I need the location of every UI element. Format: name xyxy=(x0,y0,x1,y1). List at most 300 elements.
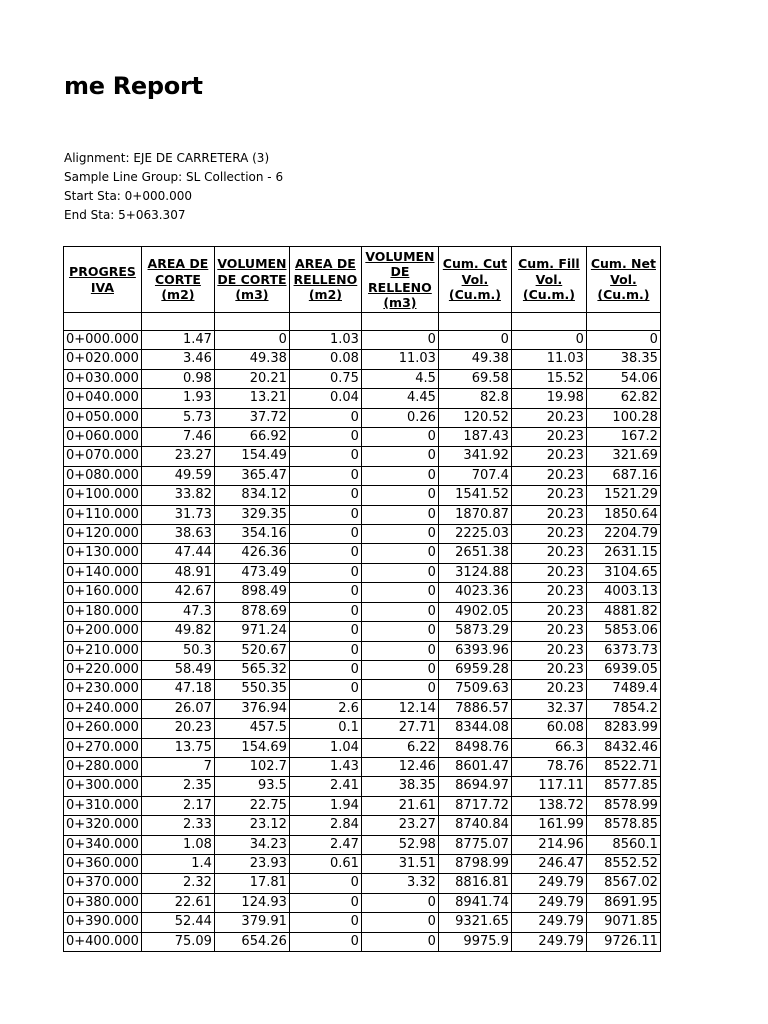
table-cell: 20.21 xyxy=(214,369,289,388)
table-cell: 0 xyxy=(289,447,361,466)
table-cell: 23.27 xyxy=(361,816,438,835)
table-cell: 0+030.000 xyxy=(64,369,142,388)
table-cell: 6.22 xyxy=(361,738,438,757)
table-cell: 0 xyxy=(214,331,289,350)
table-cell: 34.23 xyxy=(214,835,289,854)
table-cell: 0 xyxy=(361,563,438,582)
table-cell: 20.23 xyxy=(511,563,586,582)
table-cell: 3.46 xyxy=(141,350,214,369)
table-cell: 0+320.000 xyxy=(64,816,142,835)
table-cell: 12.14 xyxy=(361,699,438,718)
table-cell: 167.2 xyxy=(586,428,660,447)
table-cell: 0 xyxy=(289,932,361,951)
table-cell: 120.52 xyxy=(438,408,511,427)
table-cell: 20.23 xyxy=(511,486,586,505)
table-cell: 0+220.000 xyxy=(64,660,142,679)
table-cell: 100.28 xyxy=(586,408,660,427)
table-cell: 38.35 xyxy=(586,350,660,369)
table-cell: 565.32 xyxy=(214,660,289,679)
table-cell: 20.23 xyxy=(511,525,586,544)
table-cell: 4.45 xyxy=(361,389,438,408)
table-cell: 2651.38 xyxy=(438,544,511,563)
table-cell: 687.16 xyxy=(586,466,660,485)
table-cell: 0.1 xyxy=(289,719,361,738)
table-cell: 38.35 xyxy=(361,777,438,796)
table-row xyxy=(64,563,661,582)
table-cell: 0 xyxy=(289,583,361,602)
table-cell: 0+050.000 xyxy=(64,408,142,427)
table-cell: 8816.81 xyxy=(438,874,511,893)
table-cell: 23.93 xyxy=(214,854,289,873)
column-header-2 xyxy=(141,247,214,313)
table-cell: 20.23 xyxy=(511,622,586,641)
table-cell: 0 xyxy=(361,641,438,660)
table-cell: 0 xyxy=(586,331,660,350)
volume-table xyxy=(63,246,661,952)
column-header-line: Vol. xyxy=(461,271,489,287)
table-cell: 138.72 xyxy=(511,796,586,815)
table-cell: 78.76 xyxy=(511,757,586,776)
table-cell: 4881.82 xyxy=(586,602,660,621)
column-header-line: DE CORTE xyxy=(217,271,287,287)
table-cell: 6939.05 xyxy=(586,660,660,679)
table-row xyxy=(64,757,661,776)
table-cell: 0+310.000 xyxy=(64,796,142,815)
table-cell: 11.03 xyxy=(361,350,438,369)
table-cell: 49.38 xyxy=(438,350,511,369)
table-cell: 1541.52 xyxy=(438,486,511,505)
table-row xyxy=(64,874,661,893)
table-cell: 0+020.000 xyxy=(64,350,142,369)
table-cell: 1521.29 xyxy=(586,486,660,505)
table-cell: 0+110.000 xyxy=(64,505,142,524)
table-cell: 22.61 xyxy=(141,893,214,912)
column-header-line: IVA xyxy=(90,279,115,295)
table-cell: 8522.71 xyxy=(586,757,660,776)
table-cell: 9071.85 xyxy=(586,913,660,932)
column-header-line: AREA DE xyxy=(295,256,356,272)
column-header-line: (m3) xyxy=(383,295,417,310)
table-row xyxy=(64,389,661,408)
table-cell: 0+040.000 xyxy=(64,389,142,408)
column-header-line: Cum. Cut xyxy=(442,256,508,272)
report-title: me Report xyxy=(64,72,203,100)
table-cell: 8775.07 xyxy=(438,835,511,854)
table-cell: 6393.96 xyxy=(438,641,511,660)
table-cell: 75.09 xyxy=(141,932,214,951)
table-cell: 2.17 xyxy=(141,796,214,815)
table-cell: 20.23 xyxy=(511,466,586,485)
table-cell: 0+060.000 xyxy=(64,428,142,447)
table-cell: 0 xyxy=(289,680,361,699)
table-cell: 0+200.000 xyxy=(64,622,142,641)
table-cell: 9321.65 xyxy=(438,913,511,932)
alignment-label: Alignment: EJE DE CARRETERA (3) xyxy=(64,151,270,165)
column-header-line: CORTE xyxy=(154,271,201,287)
table-row xyxy=(64,505,661,524)
sample-line-group-label: Sample Line Group: SL Collection - 6 xyxy=(64,170,284,184)
table-cell: 0+280.000 xyxy=(64,757,142,776)
table-cell: 0.26 xyxy=(361,408,438,427)
table-cell: 878.69 xyxy=(214,602,289,621)
table-cell: 20.23 xyxy=(511,408,586,427)
table-cell: 0 xyxy=(361,544,438,563)
table-cell: 8560.1 xyxy=(586,835,660,854)
table-cell: 8694.97 xyxy=(438,777,511,796)
table-cell: 23.12 xyxy=(214,816,289,835)
table-cell: 376.94 xyxy=(214,699,289,718)
table-cell: 54.06 xyxy=(586,369,660,388)
table-row xyxy=(64,777,661,796)
table-cell: 20.23 xyxy=(141,719,214,738)
table-cell: 321.69 xyxy=(586,447,660,466)
table-cell: 0+080.000 xyxy=(64,466,142,485)
column-header-line: (Cu.m.) xyxy=(448,287,501,303)
table-cell: 0+120.000 xyxy=(64,525,142,544)
column-header-1 xyxy=(64,247,142,313)
table-cell: 9975.9 xyxy=(438,932,511,951)
table-cell: 50.3 xyxy=(141,641,214,660)
table-cell: 11.03 xyxy=(511,350,586,369)
table-cell: 354.16 xyxy=(214,525,289,544)
table-cell: 2.33 xyxy=(141,816,214,835)
table-cell: 2204.79 xyxy=(586,525,660,544)
table-row xyxy=(64,738,661,757)
table-cell: 707.4 xyxy=(438,466,511,485)
report-meta xyxy=(64,149,283,225)
table-cell: 20.23 xyxy=(511,660,586,679)
table-cell: 2631.15 xyxy=(586,544,660,563)
table-cell: 2.84 xyxy=(289,816,361,835)
column-header-line: Cum. Net xyxy=(590,256,656,272)
table-cell: 8577.85 xyxy=(586,777,660,796)
table-cell: 22.75 xyxy=(214,796,289,815)
table-cell: 20.23 xyxy=(511,680,586,699)
table-cell: 1.43 xyxy=(289,757,361,776)
column-header-line: RELLENO xyxy=(293,271,358,287)
table-cell: 0 xyxy=(289,563,361,582)
table-cell: 0 xyxy=(361,525,438,544)
table-cell: 0+370.000 xyxy=(64,874,142,893)
table-cell: 117.11 xyxy=(511,777,586,796)
column-header-line: DE xyxy=(390,264,410,279)
table-row xyxy=(64,641,661,660)
column-header-3 xyxy=(214,247,289,313)
table-cell: 2.47 xyxy=(289,835,361,854)
table-cell: 0.75 xyxy=(289,369,361,388)
table-row xyxy=(64,369,661,388)
table-cell: 5873.29 xyxy=(438,622,511,641)
table-cell: 5.73 xyxy=(141,408,214,427)
table-cell: 7509.63 xyxy=(438,680,511,699)
column-header-6 xyxy=(438,247,511,313)
table-cell: 31.51 xyxy=(361,854,438,873)
table-cell: 8740.84 xyxy=(438,816,511,835)
table-row xyxy=(64,622,661,641)
table-cell: 550.35 xyxy=(214,680,289,699)
table-cell: 58.49 xyxy=(141,660,214,679)
table-cell: 0 xyxy=(361,893,438,912)
table-cell: 20.23 xyxy=(511,602,586,621)
table-cell: 20.23 xyxy=(511,447,586,466)
table-cell: 5853.06 xyxy=(586,622,660,641)
table-cell: 0 xyxy=(361,428,438,447)
table-cell: 0+130.000 xyxy=(64,544,142,563)
table-cell: 4003.13 xyxy=(586,583,660,602)
table-cell: 6959.28 xyxy=(438,660,511,679)
table-cell: 1870.87 xyxy=(438,505,511,524)
table-cell: 0 xyxy=(289,660,361,679)
table-row xyxy=(64,408,661,427)
table-cell: 0 xyxy=(361,622,438,641)
table-cell: 0+390.000 xyxy=(64,913,142,932)
column-header-line: (Cu.m.) xyxy=(522,287,575,303)
table-cell: 38.63 xyxy=(141,525,214,544)
table-cell: 33.82 xyxy=(141,486,214,505)
table-cell: 3124.88 xyxy=(438,563,511,582)
table-cell: 0 xyxy=(289,913,361,932)
column-header-line: Cum. Fill xyxy=(518,256,580,272)
table-cell: 187.43 xyxy=(438,428,511,447)
table-cell: 426.36 xyxy=(214,544,289,563)
table-cell: 0 xyxy=(289,408,361,427)
table-cell: 49.38 xyxy=(214,350,289,369)
table-cell: 0.61 xyxy=(289,854,361,873)
table-cell: 17.81 xyxy=(214,874,289,893)
table-cell: 0 xyxy=(361,447,438,466)
table-cell: 0 xyxy=(361,680,438,699)
table-cell: 20.23 xyxy=(511,641,586,660)
table-cell: 7.46 xyxy=(141,428,214,447)
table-cell: 0 xyxy=(361,913,438,932)
table-cell: 0+260.000 xyxy=(64,719,142,738)
table-cell: 0+360.000 xyxy=(64,854,142,873)
table-row xyxy=(64,854,661,873)
table-cell: 520.67 xyxy=(214,641,289,660)
end-station-label: End Sta: 5+063.307 xyxy=(64,208,186,222)
table-row xyxy=(64,544,661,563)
table-row xyxy=(64,583,661,602)
table-row xyxy=(64,893,661,912)
table-cell: 249.79 xyxy=(511,932,586,951)
table-cell: 971.24 xyxy=(214,622,289,641)
table-cell: 0+340.000 xyxy=(64,835,142,854)
table-cell: 48.91 xyxy=(141,563,214,582)
table-cell: 0 xyxy=(361,331,438,350)
table-cell: 249.79 xyxy=(511,874,586,893)
column-header-4 xyxy=(289,247,361,313)
table-cell: 0 xyxy=(361,932,438,951)
column-header-line: (m2) xyxy=(308,287,342,303)
table-row xyxy=(64,331,661,350)
table-cell: 2.41 xyxy=(289,777,361,796)
table-cell: 0.98 xyxy=(141,369,214,388)
table-cell: 0 xyxy=(361,583,438,602)
table-cell: 31.73 xyxy=(141,505,214,524)
table-cell: 0 xyxy=(361,466,438,485)
table-cell: 0+000.000 xyxy=(64,331,142,350)
column-header-line: AREA DE xyxy=(147,256,209,272)
table-cell: 8798.99 xyxy=(438,854,511,873)
table-header-row xyxy=(64,247,661,313)
table-cell: 0+140.000 xyxy=(64,563,142,582)
table-cell: 7489.4 xyxy=(586,680,660,699)
table-cell: 2.32 xyxy=(141,874,214,893)
start-station-label: Start Sta: 0+000.000 xyxy=(64,189,192,203)
table-row xyxy=(64,447,661,466)
table-cell: 0 xyxy=(289,486,361,505)
table-cell: 66.3 xyxy=(511,738,586,757)
table-cell: 4902.05 xyxy=(438,602,511,621)
table-cell: 8552.52 xyxy=(586,854,660,873)
column-header-line: RELLENO xyxy=(368,279,432,295)
table-cell: 12.46 xyxy=(361,757,438,776)
table-cell: 0 xyxy=(289,622,361,641)
table-cell: 0+230.000 xyxy=(64,680,142,699)
table-spacer-row xyxy=(64,313,661,331)
table-cell: 20.23 xyxy=(511,583,586,602)
table-cell: 8691.95 xyxy=(586,893,660,912)
column-header-line: Vol. xyxy=(535,271,563,287)
table-cell: 52.44 xyxy=(141,913,214,932)
table-cell: 1.08 xyxy=(141,835,214,854)
table-cell: 82.8 xyxy=(438,389,511,408)
table-cell: 8344.08 xyxy=(438,719,511,738)
table-cell: 249.79 xyxy=(511,893,586,912)
table-cell: 834.12 xyxy=(214,486,289,505)
table-cell: 8432.46 xyxy=(586,738,660,757)
column-header-7 xyxy=(511,247,586,313)
table-cell: 0.04 xyxy=(289,389,361,408)
table-cell: 4.5 xyxy=(361,369,438,388)
table-cell: 0+270.000 xyxy=(64,738,142,757)
table-cell: 37.72 xyxy=(214,408,289,427)
table-cell: 0 xyxy=(289,641,361,660)
table-row xyxy=(64,428,661,447)
table-row xyxy=(64,680,661,699)
table-cell: 8601.47 xyxy=(438,757,511,776)
table-cell: 154.69 xyxy=(214,738,289,757)
table-cell: 0.08 xyxy=(289,350,361,369)
column-header-line: (Cu.m.) xyxy=(597,287,650,303)
table-cell: 19.98 xyxy=(511,389,586,408)
table-cell: 473.49 xyxy=(214,563,289,582)
table-cell: 0 xyxy=(289,525,361,544)
table-cell: 0+210.000 xyxy=(64,641,142,660)
table-cell: 7886.57 xyxy=(438,699,511,718)
table-row xyxy=(64,719,661,738)
table-cell: 0 xyxy=(289,505,361,524)
table-cell: 1.47 xyxy=(141,331,214,350)
table-cell: 0 xyxy=(289,428,361,447)
table-cell: 8941.74 xyxy=(438,893,511,912)
table-cell: 23.27 xyxy=(141,447,214,466)
column-header-line: Vol. xyxy=(610,271,637,287)
table-cell: 154.49 xyxy=(214,447,289,466)
table-row xyxy=(64,466,661,485)
table-cell: 1.4 xyxy=(141,854,214,873)
table-cell: 1.04 xyxy=(289,738,361,757)
table-cell: 0 xyxy=(361,660,438,679)
table-cell: 8567.02 xyxy=(586,874,660,893)
table-cell: 0 xyxy=(438,331,511,350)
table-cell: 246.47 xyxy=(511,854,586,873)
table-cell: 124.93 xyxy=(214,893,289,912)
table-cell: 0 xyxy=(361,505,438,524)
table-body xyxy=(64,313,661,952)
table-cell: 52.98 xyxy=(361,835,438,854)
table-cell: 3.32 xyxy=(361,874,438,893)
table-cell: 42.67 xyxy=(141,583,214,602)
table-row xyxy=(64,525,661,544)
table-cell: 898.49 xyxy=(214,583,289,602)
column-header-line: VOLUMEN xyxy=(217,256,287,272)
table-cell: 0 xyxy=(361,602,438,621)
table-cell: 329.35 xyxy=(214,505,289,524)
table-cell: 32.37 xyxy=(511,699,586,718)
table-cell: 0 xyxy=(511,331,586,350)
table-cell: 69.58 xyxy=(438,369,511,388)
table-cell: 457.5 xyxy=(214,719,289,738)
table-cell: 13.21 xyxy=(214,389,289,408)
table-cell: 60.08 xyxy=(511,719,586,738)
table-row xyxy=(64,932,661,951)
table-cell: 0 xyxy=(289,544,361,563)
table-row xyxy=(64,796,661,815)
table-row xyxy=(64,913,661,932)
table-cell: 2225.03 xyxy=(438,525,511,544)
table-cell: 8578.85 xyxy=(586,816,660,835)
table-cell: 47.18 xyxy=(141,680,214,699)
column-header-line: VOLUMEN xyxy=(365,248,435,264)
table-cell: 365.47 xyxy=(214,466,289,485)
table-cell: 2.6 xyxy=(289,699,361,718)
table-cell: 249.79 xyxy=(511,913,586,932)
table-cell: 8498.76 xyxy=(438,738,511,757)
table-cell: 0+300.000 xyxy=(64,777,142,796)
table-cell: 8717.72 xyxy=(438,796,511,815)
table-cell: 20.23 xyxy=(511,544,586,563)
table-cell: 8578.99 xyxy=(586,796,660,815)
table-cell: 15.52 xyxy=(511,369,586,388)
table-cell: 66.92 xyxy=(214,428,289,447)
table-row xyxy=(64,835,661,854)
table-cell: 49.82 xyxy=(141,622,214,641)
table-cell: 0+100.000 xyxy=(64,486,142,505)
column-header-line: (m3) xyxy=(235,287,269,303)
table-row xyxy=(64,699,661,718)
table-cell: 6373.73 xyxy=(586,641,660,660)
table-cell: 9726.11 xyxy=(586,932,660,951)
table-cell: 379.91 xyxy=(214,913,289,932)
table-cell: 93.5 xyxy=(214,777,289,796)
table-cell: 0+380.000 xyxy=(64,893,142,912)
table-cell: 27.71 xyxy=(361,719,438,738)
table-cell: 0+160.000 xyxy=(64,583,142,602)
table-cell: 21.61 xyxy=(361,796,438,815)
table-row xyxy=(64,816,661,835)
table-cell: 3104.65 xyxy=(586,563,660,582)
table-cell: 20.23 xyxy=(511,505,586,524)
table-cell: 0 xyxy=(361,486,438,505)
table-cell: 47.44 xyxy=(141,544,214,563)
table-cell: 1.93 xyxy=(141,389,214,408)
table-cell: 7 xyxy=(141,757,214,776)
column-header-8 xyxy=(586,247,660,313)
table-cell: 13.75 xyxy=(141,738,214,757)
table-row xyxy=(64,602,661,621)
table-cell: 1.03 xyxy=(289,331,361,350)
